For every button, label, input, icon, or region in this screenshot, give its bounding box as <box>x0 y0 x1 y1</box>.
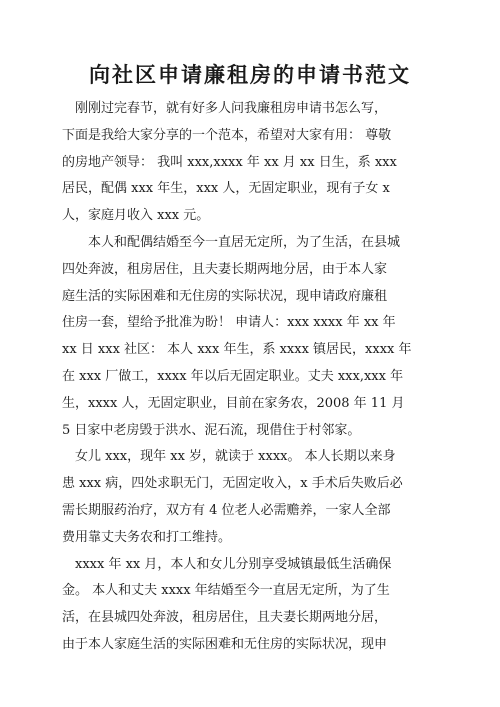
body-line: 四处奔波，租房居住，且夫妻长期两地分居，由于本人家 <box>62 261 388 277</box>
body-line: 居民，配偶 xxx 年生，xxx 人，无固定职业，现有子女 x <box>62 181 390 197</box>
body-line: 在 xxx 厂做工，xxxx 年以后无固定职业。丈夫 xxx,xxx 年 <box>62 368 404 384</box>
document-body <box>62 96 444 659</box>
body-line: 的房地产领导： 我叫 xxx,xxxx 年 xx 月 xx 日生，系 xxx <box>62 154 397 170</box>
document-title: 向社区申请廉租房的申请书范文 <box>89 62 411 87</box>
body-line: 活，在县城四处奔波，租房居住，且夫妻长期两地分居， <box>62 610 388 626</box>
body-line: 刚刚过完春节，就有好多人问我廉租房申请书怎么写， <box>62 101 388 116</box>
body-line: 金。 本人和丈夫 xxxx 年结婚至今一直居无定所，为了生 <box>62 583 390 599</box>
body-line: 女儿 xxx，现年 xx 岁，就读于 xxxx。 本人长期以来身 <box>62 449 396 465</box>
body-line: 庭生活的实际困难和无住房的实际状况，现申请政府廉租 <box>62 288 388 304</box>
body-line: 人，家庭月收入 xxx 元。 <box>62 208 210 224</box>
body-line: 患 xxx 病，四处求职无门，无固定收入，x 手术后失败后必 <box>62 476 403 492</box>
body-line: 由于本人家庭生活的实际困难和无住房的实际状况，现申 <box>62 636 388 652</box>
body-line: 费用靠丈夫务农和打工维持。 <box>62 529 232 545</box>
body-line: 5 日家中老房毁于洪水、泥石流，现借住于村邻家。 <box>62 422 361 438</box>
body-line: xxxx 年 xx 月，本人和女儿分别享受城镇最低生活确保 <box>62 556 392 572</box>
body-line: 住房一套，望给予批准为盼！ 申请人：xxx xxxx 年 xx 年 <box>62 315 396 331</box>
body-line: 下面是我给大家分享的一个范本，希望对大家有用： 尊敬 <box>62 127 392 143</box>
body-line: 生，xxxx 人，无固定职业，目前在家务农，2008 年 11 月 <box>62 395 405 411</box>
body-line: 本人和配偶结婚至今一直居无定所，为了生活，在县城 <box>62 234 401 250</box>
body-line: 需长期服药治疗，双方有 4 位老人必需赡养，一家人全部 <box>62 502 391 518</box>
body-line: xx 日 xxx 社区： 本人 xxx 年生，系 xxxx 镇居民，xxxx 年 <box>62 342 412 358</box>
